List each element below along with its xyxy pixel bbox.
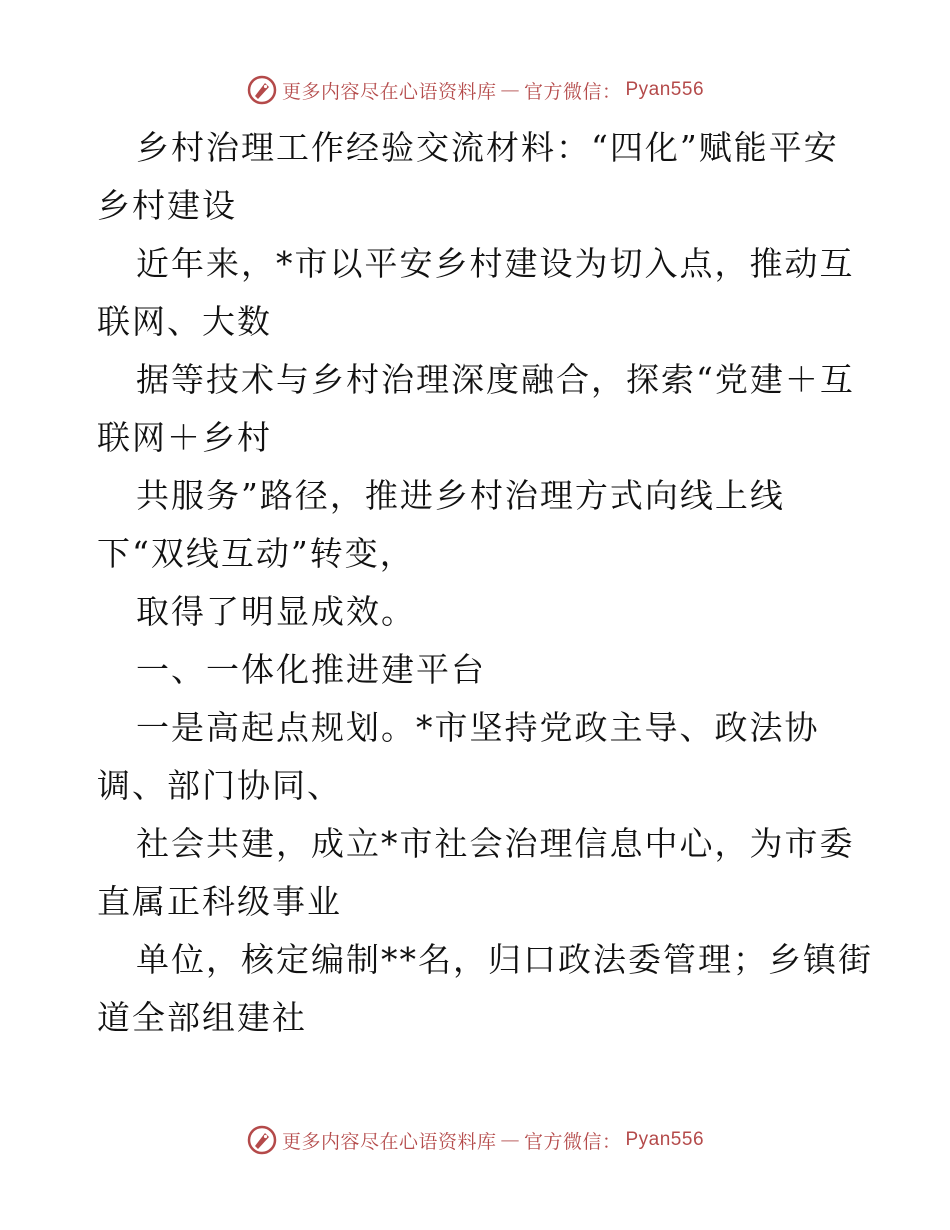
doc-text-line: 调、部门协同、: [97, 766, 342, 805]
doc-text-line: 近年来，*市以平安乡村建设为切入点，推动互: [136, 244, 855, 283]
doc-text-line: 直属正科级事业: [97, 882, 342, 921]
doc-text-line: 据等技术与乡村治理深度融合，探索“党建＋互: [136, 360, 855, 399]
banner-title: 更多内容尽在心语资料库: [281, 1130, 497, 1153]
footer-watermark-banner: [0, 1120, 950, 1160]
banner-contact-label: 官方微信：: [523, 1130, 622, 1153]
doc-text-line: 社会共建，成立*市社会治理信息中心，为市委: [136, 824, 855, 863]
doc-text-line: 共服务”路径，推进乡村治理方式向线上线: [136, 476, 785, 515]
banner-contact-label: 官方微信：: [523, 80, 622, 103]
doc-text-line: 下“双线互动”转变，: [97, 534, 415, 573]
doc-text-line: 联网、大数: [97, 302, 272, 341]
doc-title-line-1: 乡村治理工作经验交流材料：“四化”赋能平安: [136, 128, 839, 167]
doc-section-heading: 一、一体化推进建平台: [136, 650, 486, 689]
doc-text-line: 单位，核定编制**名，归口政法委管理；乡镇街: [136, 940, 873, 979]
doc-text-line: 取得了明显成效。: [136, 592, 416, 631]
banner-separator: —: [500, 79, 520, 101]
banner-wechat-id: Pyan556: [625, 79, 705, 100]
pen-nib-logo-icon: [246, 1124, 278, 1156]
doc-text-line: 一是高起点规划。*市坚持党政主导、政法协: [136, 708, 820, 747]
doc-text-line: 道全部组建社: [97, 998, 307, 1037]
banner-title: 更多内容尽在心语资料库: [281, 80, 497, 103]
banner-separator: —: [500, 1129, 520, 1151]
doc-text-line: 联网＋乡村: [97, 418, 272, 457]
pen-nib-logo-icon: [246, 74, 278, 106]
banner-wechat-id: Pyan556: [625, 1129, 705, 1150]
header-watermark-banner: [0, 70, 950, 110]
doc-title-line-2: 乡村建设: [97, 186, 237, 225]
